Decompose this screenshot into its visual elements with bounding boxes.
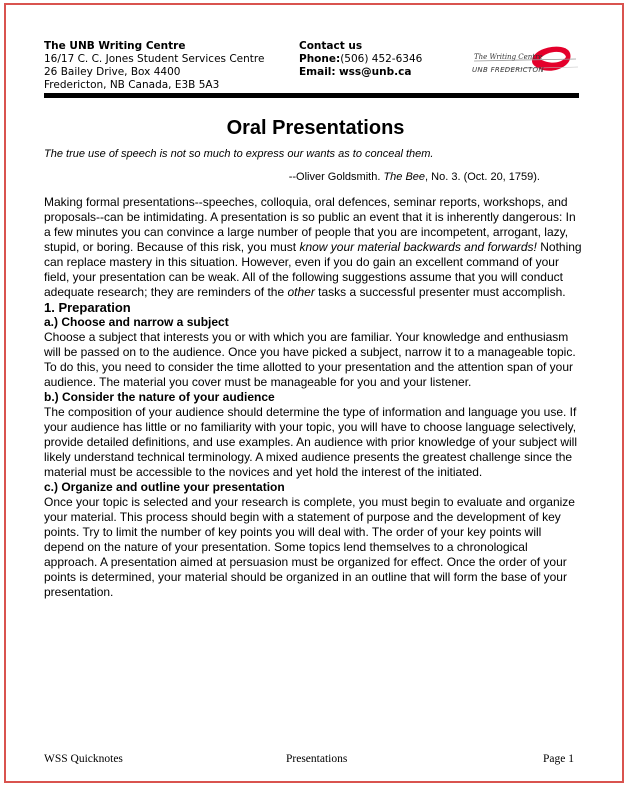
contact-heading: Contact us bbox=[299, 40, 363, 52]
paragraph-choose-subject: Choose a subject that interests you or with which you are familiar. Your knowledge and enthusiasm will be passed on to the audience. Once you have picked a subject, narrow it to a manageable topic. To do this, you need to consider the time allotted to your presentation and the attention span of your audience. The material you cover must be manageable for you and your listener. bbox=[44, 330, 576, 389]
intro-text-1: Making formal presentations--speeches, colloquia, oral defences, seminar reports, workshops, and proposals--can be intimidating. A presentation is so public an event that it is inherently dangerous: In a few minutes you can convince a large number of people that you are incompetent, arrogant, lazy, stupid, or boring. Because of this risk, you must bbox=[44, 195, 576, 254]
page-footer bbox=[44, 753, 574, 767]
intro-paragraph bbox=[44, 195, 584, 300]
subheading-audience: b.) Consider the nature of your audience bbox=[44, 390, 275, 404]
intro-text-2: Nothing can replace mastery in this situation. However, even if you do gain an excellent command of your field, your presentation can be weak. All of the following suggestions assume that you will conduct adequate research; they are reminders of the bbox=[44, 240, 582, 299]
address-line-3: Fredericton, NB Canada, E3B 5A3 bbox=[44, 79, 220, 91]
attribution-prefix: --Oliver Goldsmith. bbox=[288, 171, 384, 183]
contact-block bbox=[299, 40, 422, 79]
org-name: The UNB Writing Centre bbox=[44, 40, 186, 52]
logo-graphic bbox=[470, 39, 582, 85]
subheading-choose-subject: a.) Choose and narrow a subject bbox=[44, 315, 229, 329]
address-line-2: 26 Bailey Drive, Box 4400 bbox=[44, 66, 181, 78]
phone-value: (506) 452-6346 bbox=[340, 53, 423, 65]
phone-label: Phone: bbox=[299, 53, 341, 65]
address-block bbox=[44, 40, 264, 92]
document-body bbox=[44, 195, 584, 600]
paragraph-audience: The composition of your audience should determine the type of information and language you use. If your audience has little or no familiarity with your topic, you will have to choose language selectively, provide detailed definitions, and use examples. An audience with prior knowledge of your subject will likely understand technical terminology. A mixed audience presents the greatest challenge since the material must be accessible to the novices and yet hold the interest of the initiated. bbox=[44, 405, 577, 479]
attribution-suffix: , No. 3. (Oct. 20, 1759). bbox=[425, 171, 540, 183]
logo-script-text: The Writing Centre bbox=[474, 53, 543, 61]
intro-text-3: tasks a successful presenter must accomplish. bbox=[314, 285, 566, 299]
footer-page-number: Page 1 bbox=[543, 753, 574, 765]
writing-centre-logo-icon bbox=[470, 39, 582, 85]
email-link[interactable]: wss@unb.ca bbox=[338, 66, 412, 78]
page-title: Oral Presentations bbox=[226, 117, 405, 139]
attribution-work: The Bee bbox=[383, 171, 426, 183]
phone-line bbox=[299, 53, 422, 66]
address-line-1: 16/17 C. C. Jones Student Services Centre bbox=[44, 53, 265, 65]
footer-left: WSS Quicknotes bbox=[44, 753, 123, 765]
subheading-organize: c.) Organize and outline your presentation bbox=[44, 480, 285, 494]
header-divider bbox=[44, 93, 579, 98]
section-heading-preparation: 1. Preparation bbox=[44, 300, 131, 315]
intro-emphasis-2: other bbox=[287, 285, 315, 299]
epigraph: The true use of speech is not so much to express our wants as to conceal them. bbox=[44, 148, 434, 160]
epigraph-attribution bbox=[240, 171, 540, 183]
intro-emphasis-1: know your material backwards and forwards! bbox=[299, 240, 537, 254]
email-label: Email: bbox=[299, 66, 336, 78]
logo-subtext: UNB FREDERICTON bbox=[472, 66, 544, 74]
letterhead bbox=[44, 40, 584, 92]
paragraph-organize: Once your topic is selected and your research is complete, you must begin to evaluate and organize your material. This process should begin with a statement of purpose and the development of key points. Try to limit the number of key points you will deal with. The order of your key points will depend on the nature of your presentation. Some topics lend themselves to a chronological approach. A presentation aimed at persuasion must be organized for effect. Once the order of your points is determined, your material should be organized in an outline that will form the base of your presentation. bbox=[44, 495, 575, 599]
email-line bbox=[299, 66, 422, 79]
footer-center: Presentations bbox=[286, 753, 348, 765]
